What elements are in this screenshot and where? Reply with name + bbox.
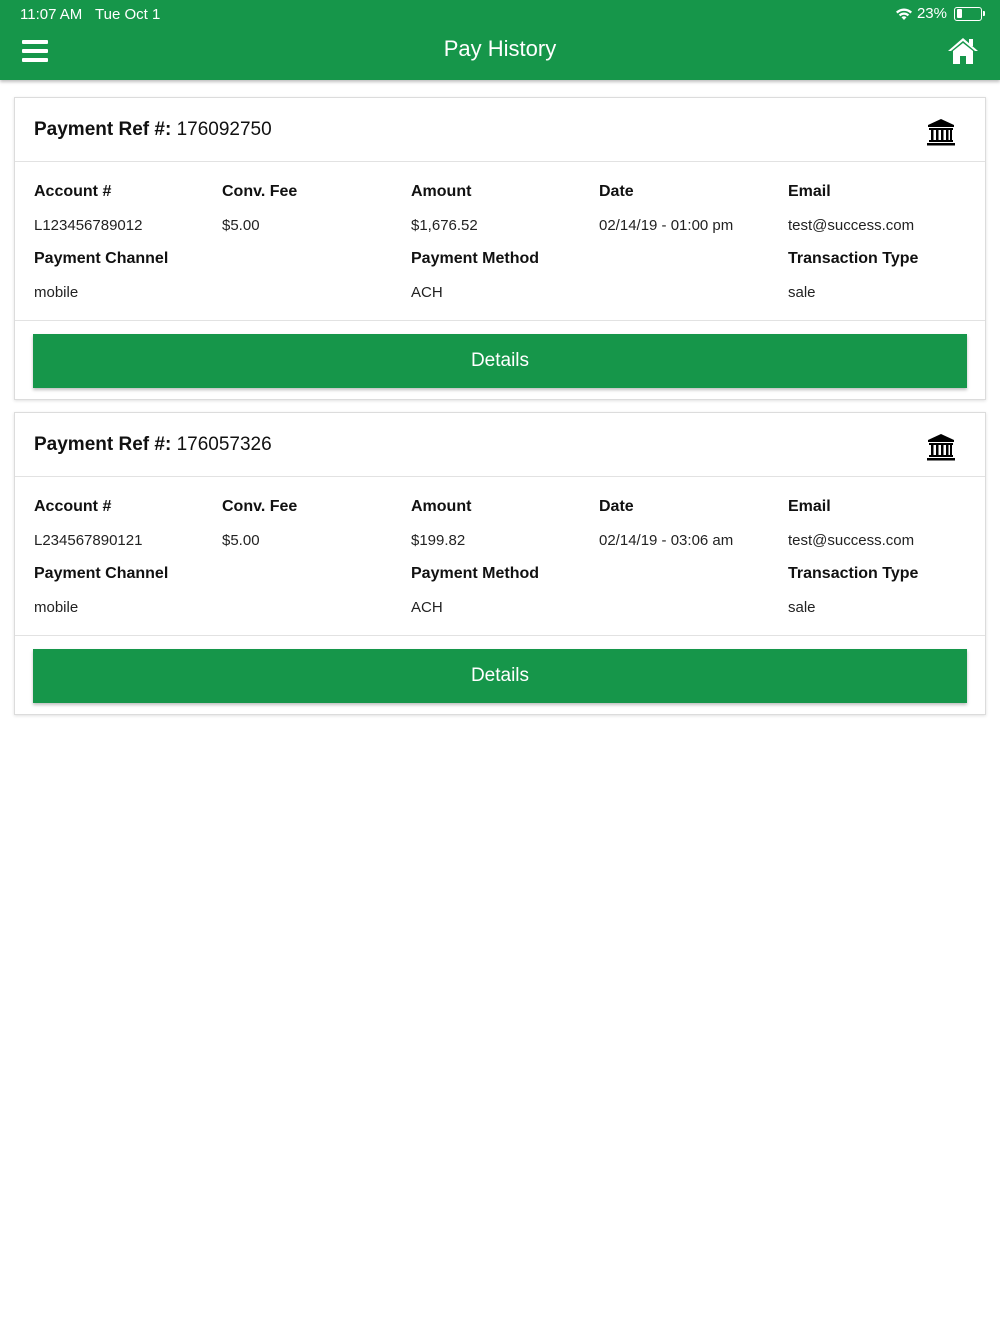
payment-ref-label: Payment Ref #:	[34, 434, 172, 455]
payment-ref	[34, 119, 272, 141]
payment-method-value: ACH	[411, 599, 443, 616]
bank-icon	[927, 433, 955, 461]
payment-card	[14, 97, 986, 400]
email-value: test@success.com	[788, 217, 915, 234]
payment-channel-value: mobile	[34, 284, 79, 301]
payment-channel-label: Payment Channel	[34, 565, 169, 582]
account-value: L234567890121	[34, 532, 143, 549]
account-value: L123456789012	[34, 217, 143, 234]
amount-label: Amount	[411, 498, 472, 515]
email-label: Email	[788, 498, 831, 515]
payment-method-value: ACH	[411, 284, 443, 301]
status-date: Tue Oct 1	[95, 6, 161, 23]
battery-fill	[957, 9, 962, 18]
conv-fee-label: Conv. Fee	[222, 498, 298, 515]
battery-percent: 23%	[916, 5, 947, 22]
details-button[interactable]: Details	[33, 334, 967, 388]
transaction-type-value: sale	[788, 599, 816, 616]
amount-value: $199.82	[411, 532, 466, 549]
status-bar	[0, 0, 1000, 28]
payment-details-grid	[15, 162, 985, 321]
payment-ref-label: Payment Ref #:	[34, 119, 172, 140]
payment-channel-label: Payment Channel	[34, 250, 169, 267]
date-value: 02/14/19 - 03:06 am	[599, 532, 734, 549]
email-value: test@success.com	[788, 532, 915, 549]
amount-label: Amount	[411, 183, 472, 200]
conv-fee-value: $5.00	[222, 217, 260, 234]
payment-details-grid	[15, 477, 985, 636]
details-button[interactable]: Details	[33, 649, 967, 703]
bank-icon	[927, 118, 955, 146]
account-label: Account #	[34, 498, 112, 515]
home-icon[interactable]	[946, 36, 980, 66]
transaction-type-value: sale	[788, 284, 816, 301]
email-label: Email	[788, 183, 831, 200]
wifi-icon	[895, 7, 913, 21]
battery-icon	[954, 7, 982, 21]
payment-ref	[34, 434, 272, 456]
payment-method-label: Payment Method	[411, 565, 540, 582]
payment-card-header	[15, 98, 985, 162]
payment-method-label: Payment Method	[411, 250, 540, 267]
payment-ref-value: 176057326	[176, 434, 272, 455]
payment-card	[14, 412, 986, 715]
amount-value: $1,676.52	[411, 217, 478, 234]
conv-fee-value: $5.00	[222, 532, 260, 549]
page-title: Pay History	[443, 36, 557, 61]
transaction-type-label: Transaction Type	[788, 565, 919, 582]
payment-ref-value: 176092750	[176, 119, 272, 140]
account-label: Account #	[34, 183, 112, 200]
date-label: Date	[599, 498, 634, 515]
payment-card-header	[15, 413, 985, 477]
status-indicators	[895, 5, 982, 22]
payment-channel-value: mobile	[34, 599, 79, 616]
app-header	[0, 0, 1000, 80]
conv-fee-label: Conv. Fee	[222, 183, 298, 200]
status-time: 11:07 AM	[20, 6, 83, 23]
date-label: Date	[599, 183, 634, 200]
date-value: 02/14/19 - 01:00 pm	[599, 217, 734, 234]
transaction-type-label: Transaction Type	[788, 250, 919, 267]
